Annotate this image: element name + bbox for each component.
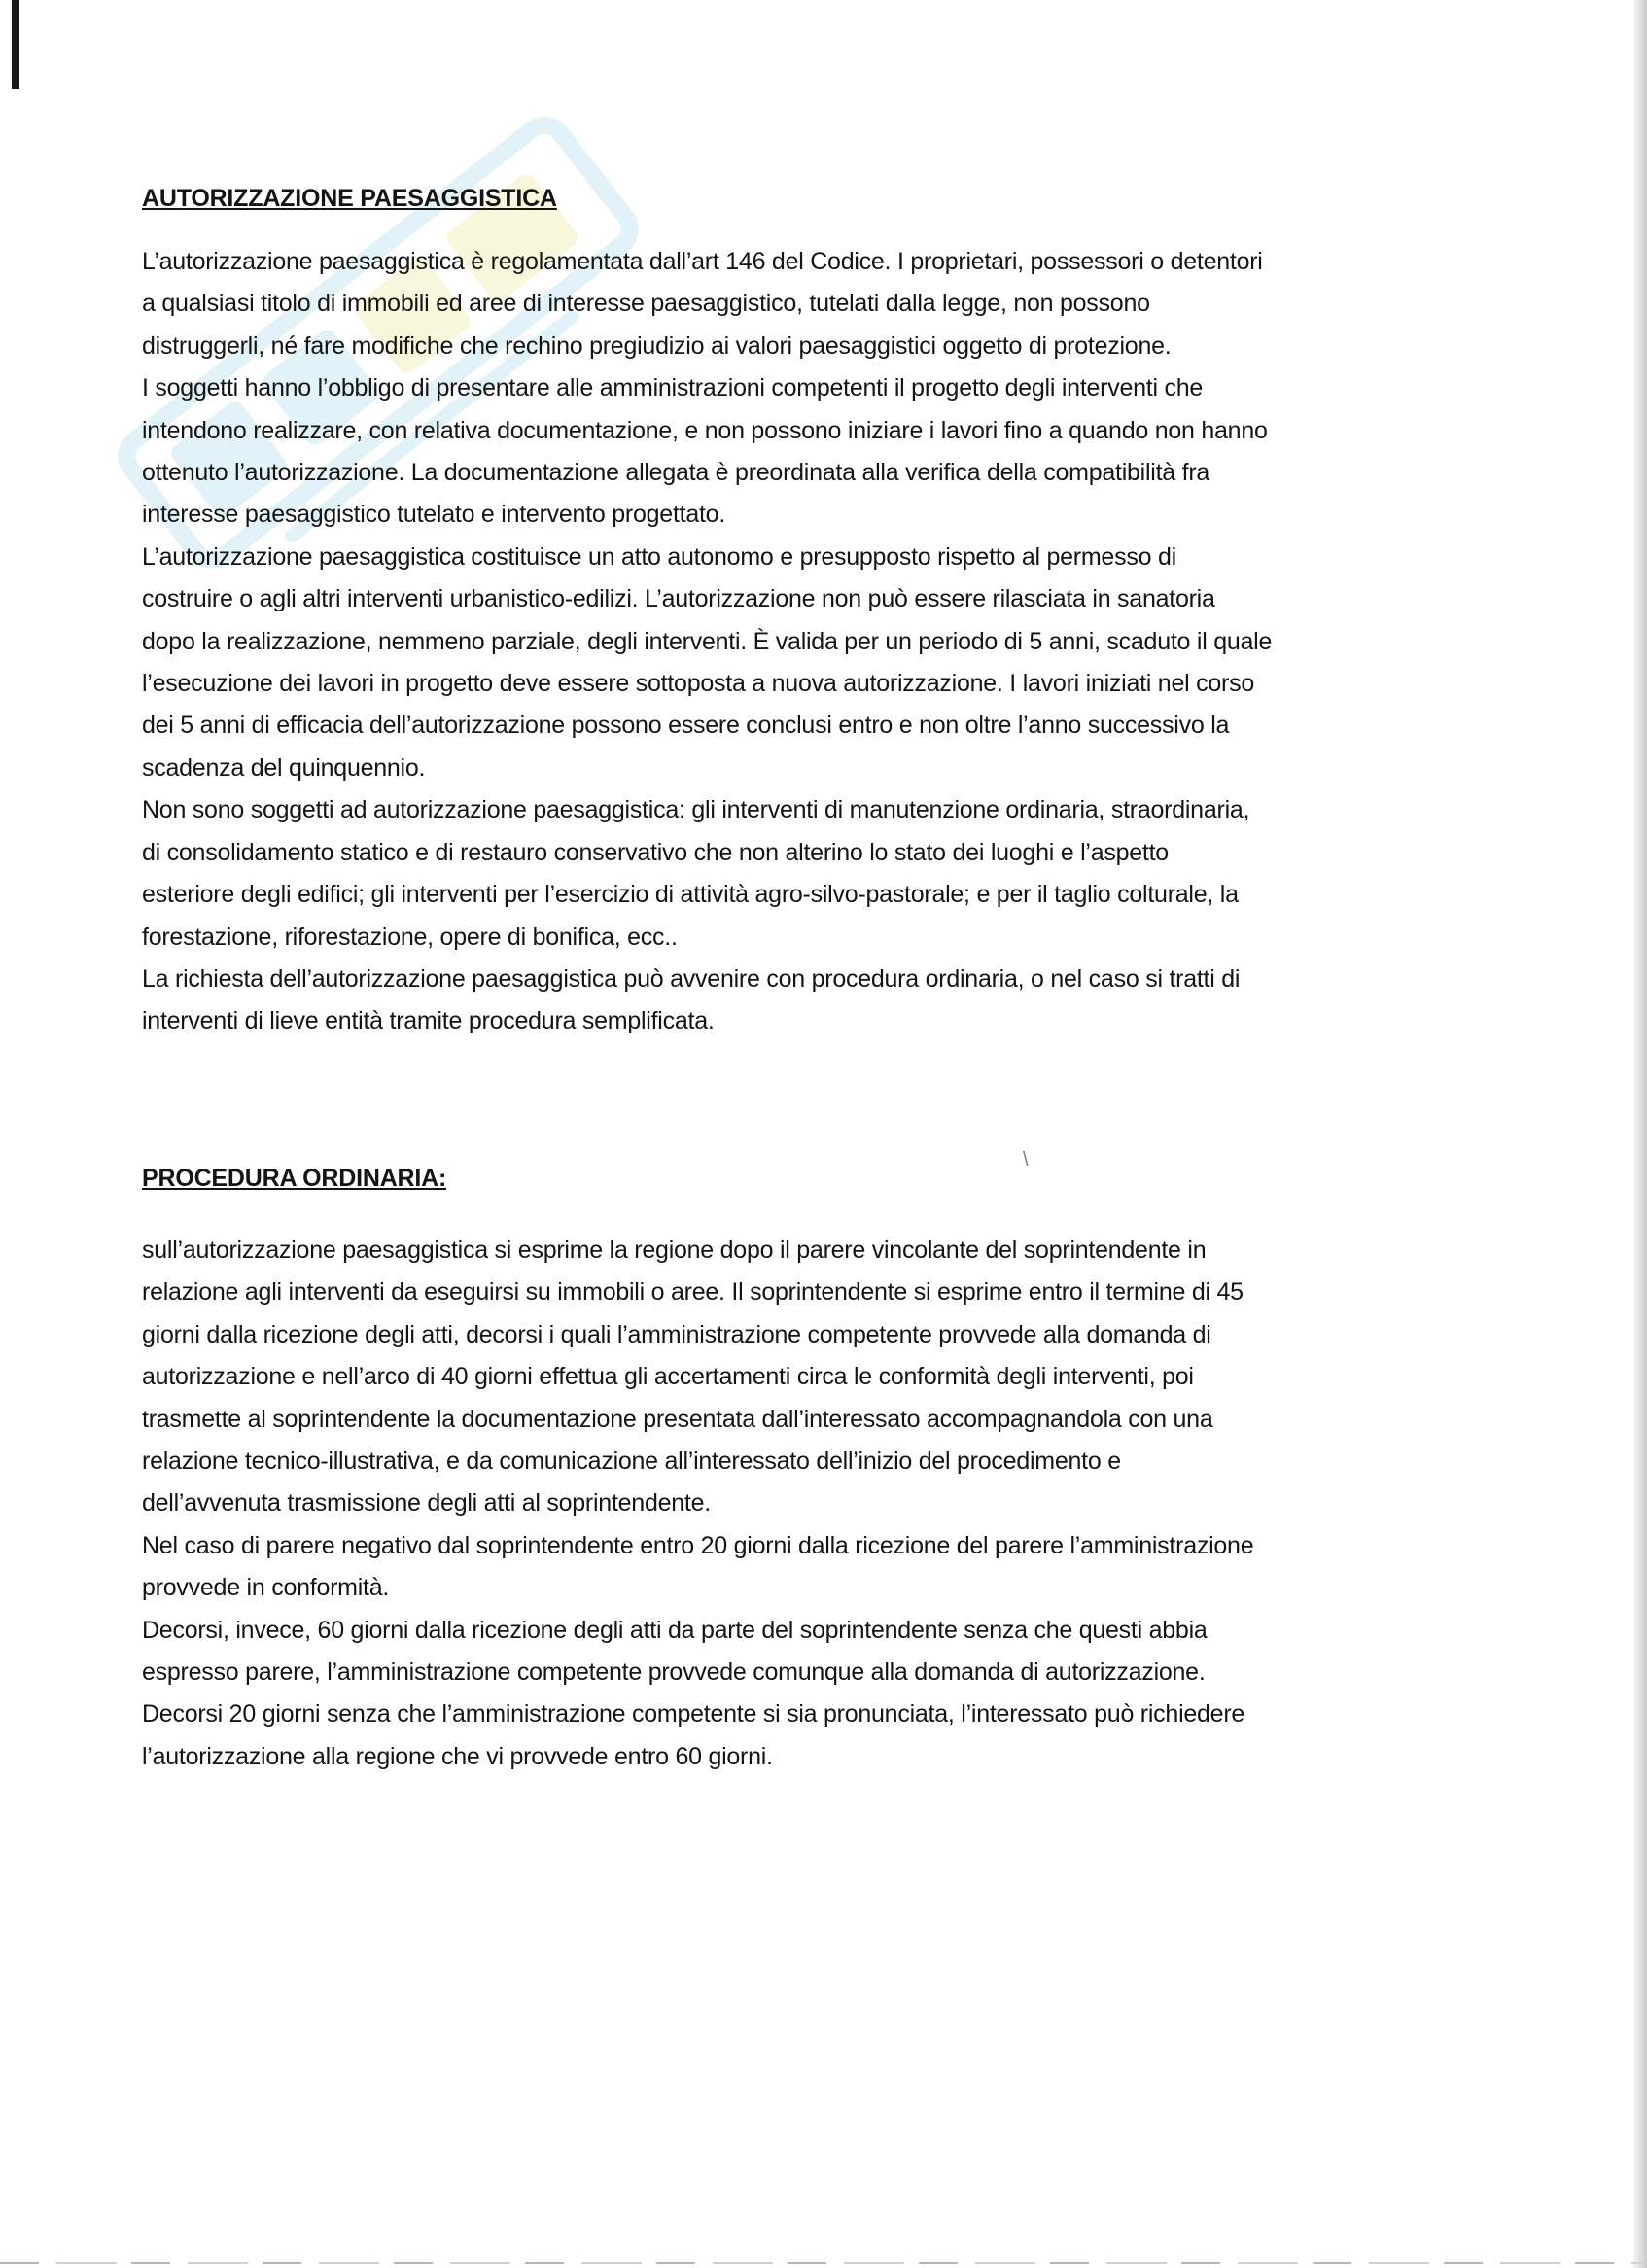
- text-line: L’autorizzazione paesaggistica costituisce un atto autonomo e presupposto rispetto al permesso di: [142, 542, 1176, 571]
- section-body: [142, 1230, 1435, 1778]
- text-line: distruggerli, né fare modifiche che rechino pregiudizio ai valori paesaggistici oggetto di protezione.: [142, 331, 1172, 360]
- text-line: Decorsi 20 giorni senza che l’amministrazione competente si sia pronunciata, l’interessato può richiedere: [142, 1700, 1245, 1728]
- section-heading: PROCEDURA ORDINARIA:: [142, 1165, 447, 1192]
- text-line: a qualsiasi titolo di immobili ed aree di interesse paesaggistico, tutelati dalla legge, non possono: [142, 290, 1150, 318]
- text-line: espresso parere, l’amministrazione competente provvede comunque alla domanda di autorizzazione.: [142, 1658, 1206, 1687]
- text-line: costruire o agli altri interventi urbanistico-edilizi. L’autorizzazione non può essere rilasciata in sanatoria: [142, 585, 1215, 613]
- section-body: [142, 241, 1435, 1043]
- section-procedura-ordinaria: [142, 1163, 1435, 1778]
- text-line: forestazione, riforestazione, opere di bonifica, ecc..: [142, 923, 678, 951]
- text-line: dopo la realizzazione, nemmeno parziale, degli interventi. È valida per un periodo di 5 anni, scaduto il quale: [142, 627, 1273, 655]
- text-line: giorni dalla ricezione degli atti, decorsi i quali l’amministrazione competente provvede alla domanda di: [142, 1320, 1211, 1348]
- text-line: relazione agli interventi da eseguirsi su immobili o aree. Il soprintendente si esprime entro il termine di 45: [142, 1278, 1244, 1307]
- section-autorizzazione: [142, 171, 1435, 1043]
- text-line: I soggetti hanno l’obbligo di presentare alle amministrazioni competenti il progetto degli interventi che: [142, 374, 1204, 402]
- text-line: provvede in conformità.: [142, 1574, 390, 1602]
- text-line: l’autorizzazione alla regione che vi provvede entro 60 giorni.: [142, 1742, 773, 1770]
- text-line: l’esecuzione dei lavori in progetto deve essere sottoposta a nuova autorizzazione. I lavori iniziati nel corso: [142, 670, 1254, 698]
- text-line: dei 5 anni di efficacia dell’autorizzazione possono essere conclusi entro e non oltre l’anno successivo la: [142, 712, 1230, 740]
- text-line: relazione tecnico-illustrativa, e da comunicazione all’interessato dell’inizio del procedimento e: [142, 1448, 1121, 1476]
- scan-artifact-mark: [12, 0, 19, 89]
- scan-page-edge: [1633, 0, 1647, 2268]
- text-line: Decorsi, invece, 60 giorni dalla ricezione degli atti da parte del soprintendente senza che questi abbia: [142, 1616, 1208, 1644]
- text-line: scadenza del quinquennio.: [142, 753, 426, 782]
- text-line: esteriore degli edifici; gli interventi per l’esercizio di attività agro-silvo-pastorale; e per il taglio colturale, la: [142, 881, 1239, 909]
- scan-bottom-edge: [0, 2262, 1647, 2264]
- text-line: dell’avvenuta trasmissione degli atti al soprintendente.: [142, 1489, 711, 1518]
- text-line: intendono realizzare, con relativa documentazione, e non possono iniziare i lavori fino a quando non hanno: [142, 416, 1268, 444]
- text-line: La richiesta dell’autorizzazione paesaggistica può avvenire con procedura ordinaria, o nel caso si tratti di: [142, 964, 1241, 993]
- text-line: trasmette al soprintendente la documentazione presentata dall’interessato accompagnandola con una: [142, 1405, 1213, 1433]
- text-line: autorizzazione e nell’arco di 40 giorni effettua gli accertamenti circa le conformità degli interventi, poi: [142, 1363, 1194, 1391]
- text-line: Non sono soggetti ad autorizzazione paesaggistica: gli interventi di manutenzione ordinaria, straordinaria,: [142, 796, 1250, 824]
- text-line: interesse paesaggistico tutelato e intervento progettato.: [142, 501, 726, 529]
- stray-pen-mark: \: [1023, 1149, 1029, 1170]
- text-line: sull’autorizzazione paesaggistica si esprime la regione dopo il parere vincolante del soprintendente in: [142, 1237, 1207, 1264]
- text-line: ottenuto l’autorizzazione. La documentazione allegata è preordinata alla verifica della compatibilità fra: [142, 459, 1210, 487]
- text-line: Nel caso di parere negativo dal soprintendente entro 20 giorni dalla ricezione del parere l’amministrazione: [142, 1531, 1254, 1559]
- text-line: di consolidamento statico e di restauro conservativo che non alterino lo stato dei luoghi e l’aspetto: [142, 838, 1169, 866]
- text-line: interventi di lieve entità tramite procedura semplificata.: [142, 1007, 715, 1035]
- text-line: L’autorizzazione paesaggistica è regolamentata dall’art 146 del Codice. I proprietari, possessori o detentori: [142, 248, 1263, 275]
- section-heading: AUTORIZZAZIONE PAESAGGISTICA: [142, 185, 557, 212]
